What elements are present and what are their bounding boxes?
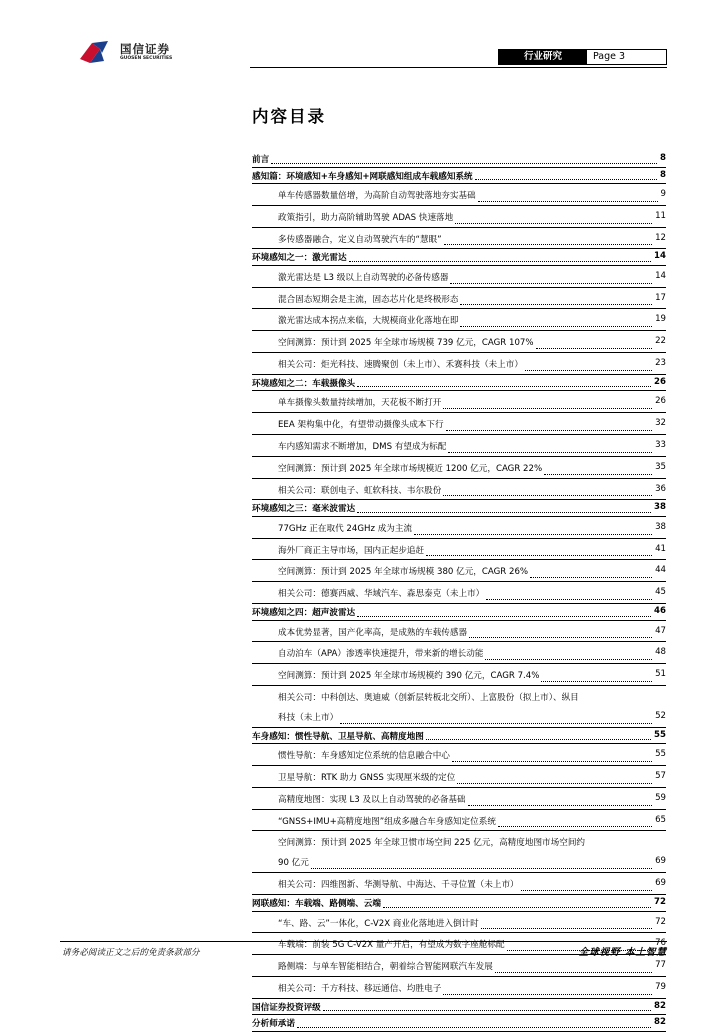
toc-entry-title: 单车摄像头数量持续增加，天花板不断打开 [278, 398, 442, 409]
toc-entry-title: 77GHz 正在取代 24GHz 成为主流 [278, 523, 413, 534]
toc-subsection-entry[interactable] [252, 810, 666, 832]
toc-entry-title: 感知篇：环境感知+车身感知+网联感知组成车载感知系统 [252, 171, 473, 182]
footer-divider [60, 941, 667, 942]
toc-leader-dots [544, 474, 652, 475]
toc-entry-page: 8 [660, 169, 666, 180]
toc-section-entry[interactable] [252, 1015, 666, 1032]
page-title: 内容目录 [252, 107, 326, 126]
header-page-number: Page 3 [593, 51, 626, 62]
toc-entry-page: 45 [655, 587, 666, 598]
toc-subsection-entry[interactable] [252, 686, 666, 706]
toc-leader-dots [455, 223, 652, 224]
toc-subsection-entry[interactable] [252, 642, 666, 664]
toc-leader-dots [541, 681, 652, 682]
table-of-contents [252, 151, 666, 1032]
toc-leader-dots [452, 761, 652, 762]
toc-entry-page: 69 [655, 878, 666, 889]
header-divider [250, 67, 667, 68]
toc-section-entry[interactable] [252, 999, 666, 1016]
toc-leader-dots [525, 370, 652, 371]
toc-section-entry[interactable] [252, 249, 666, 266]
toc-subsection-entry[interactable] [252, 413, 666, 435]
toc-subsection-entry[interactable] [252, 391, 666, 413]
toc-leader-dots [323, 1010, 651, 1011]
toc-leader-dots [485, 659, 652, 660]
toc-section-entry[interactable] [252, 375, 666, 392]
toc-leader-dots [450, 283, 652, 284]
toc-entry-title: 混合固态短期会是主流，固态芯片化是终极形态 [278, 294, 459, 305]
toc-leader-dots [486, 599, 652, 600]
toc-subsection-entry[interactable] [252, 331, 666, 353]
toc-entry-title: 网联感知：车载端、路侧端、云端 [252, 899, 381, 910]
toc-subsection-entry[interactable] [252, 851, 666, 873]
toc-leader-dots [443, 994, 652, 995]
toc-subsection-entry[interactable] [252, 621, 666, 643]
toc-entry-title: 自动泊车（APA）渗透率快速提升，带来新的增长动能 [278, 649, 484, 660]
toc-subsection-entry[interactable] [252, 435, 666, 457]
toc-entry-title: 政策指引，助力高阶辅助驾驶 ADAS 快速落地 [278, 212, 454, 223]
toc-entry-page: 36 [655, 483, 666, 494]
toc-entry-title: 环境感知之三：毫米波雷达 [252, 504, 356, 515]
toc-entry-page: 52 [655, 710, 666, 721]
toc-entry-title: EEA 架构集中化，有望带动摄像头成本下行 [278, 420, 444, 431]
toc-entry-page: 41 [655, 543, 666, 554]
toc-leader-dots [468, 805, 652, 806]
toc-subsection-entry[interactable] [252, 977, 666, 999]
toc-section-entry[interactable] [252, 168, 666, 185]
toc-leader-dots [475, 179, 657, 180]
toc-entry-page: 48 [655, 647, 666, 658]
toc-leader-dots [446, 430, 652, 431]
toc-entry-page: 82 [654, 1017, 666, 1028]
toc-leader-dots [297, 1027, 651, 1028]
toc-subsection-entry[interactable] [252, 788, 666, 810]
toc-section-entry[interactable] [252, 728, 666, 745]
toc-entry-page: 44 [655, 565, 666, 576]
toc-leader-dots [383, 907, 651, 908]
brand-name-cn: 国信证券 [120, 42, 170, 56]
toc-entry-title: 环境感知之二：车载摄像头 [252, 378, 356, 389]
toc-subsection-entry[interactable] [252, 539, 666, 561]
toc-entry-title: 相关公司：德赛西威、华域汽车、森思泰克（未上市） [278, 589, 485, 600]
toc-entry-title: 高精度地图：实现 L3 及以上自动驾驶的必备基础 [278, 794, 466, 805]
toc-subsection-entry[interactable] [252, 560, 666, 582]
toc-entry-page: 46 [654, 606, 666, 617]
toc-entry-page: 79 [655, 981, 666, 992]
toc-leader-dots [460, 326, 652, 327]
toc-entry-page: 38 [654, 502, 666, 513]
toc-leader-dots [443, 495, 652, 496]
toc-entry-page: 72 [654, 897, 666, 908]
toc-leader-dots [457, 783, 652, 784]
toc-section-entry[interactable] [252, 151, 666, 168]
toc-subsection-entry[interactable] [252, 479, 666, 501]
toc-entry-title: 空间测算：预计到 2025 年全球市场规模近 1200 亿元，CAGR 22% [278, 463, 543, 474]
toc-entry-page: 47 [655, 625, 666, 636]
toc-entry-title: 卫星导航：RTK 助力 GNSS 实现厘米级的定位 [278, 773, 456, 784]
header-category: 行业研究 [499, 50, 587, 64]
toc-entry-page: 35 [655, 461, 666, 472]
toc-subsection-entry[interactable] [252, 873, 666, 895]
toc-leader-dots [521, 890, 652, 891]
toc-leader-dots [357, 386, 651, 387]
toc-entry-page: 51 [655, 669, 666, 680]
toc-entry-title: 路侧端：与单车智能相结合，朝着综合智能网联汽车发展 [278, 962, 493, 973]
footer-disclaimer: 请务必阅读正文之后的免责条款部分 [62, 948, 200, 958]
toc-entry-page: 19 [655, 314, 666, 325]
toc-entry-title: 成本优势显著，国产化率高，是成熟的车载传感器 [278, 627, 468, 638]
logo-mark-icon [78, 39, 120, 65]
toc-leader-dots [357, 512, 651, 513]
toc-entry-page: 55 [654, 729, 666, 740]
toc-leader-dots [357, 616, 651, 617]
toc-subsection-entry[interactable] [252, 228, 666, 250]
toc-entry-page: 11 [655, 210, 666, 221]
toc-leader-dots [340, 723, 652, 724]
toc-entry-page: 76 [655, 938, 666, 949]
toc-entry-title: 90 亿元 [278, 858, 309, 869]
toc-entry-title: 空间测算：预计到 2025 年全球市场规模约 390 亿元，CAGR 7.4% [278, 671, 540, 682]
toc-entry-title: 前言 [252, 155, 270, 165]
toc-entry-title: 相关公司：炬光科技、速腾聚创（未上市）、禾赛科技（未上市） [278, 360, 523, 371]
toc-subsection-entry[interactable] [252, 766, 666, 788]
toc-leader-dots [311, 868, 652, 869]
toc-entry-title: 单车传感器数量倍增，为高阶自动驾驶落地夯实基础 [278, 191, 476, 201]
toc-entry-page: 17 [655, 292, 666, 303]
toc-entry-page: 26 [654, 376, 666, 387]
toc-entry-title: 国信证券投资评级 [252, 1002, 321, 1013]
toc-entry-title: 海外厂商正主导市场，国内正起步追赶 [278, 545, 425, 556]
toc-leader-dots [271, 163, 657, 164]
toc-subsection-entry[interactable] [252, 353, 666, 375]
toc-entry-title: “车、路、云”一体化，C-V2X 商业化落地进入倒计时 [278, 918, 479, 929]
toc-leader-dots [469, 637, 652, 638]
toc-subsection-entry[interactable] [252, 831, 666, 851]
toc-entry-title: “GNSS+IMU+高精度地图”组成多融合车身感知定位系统 [278, 816, 496, 827]
toc-entry-title: 相关公司：千方科技、移远通信、均胜电子 [278, 983, 442, 994]
toc-entry-title: 车内感知需求不断增加，DMS 有望成为标配 [278, 441, 447, 452]
toc-leader-dots [426, 739, 651, 740]
toc-section-entry[interactable] [252, 604, 666, 621]
toc-leader-dots [349, 261, 651, 262]
toc-leader-dots [530, 577, 652, 578]
toc-leader-dots [443, 408, 652, 409]
toc-entry-page: 26 [655, 396, 666, 407]
toc-subsection-entry[interactable] [252, 206, 666, 228]
toc-subsection-entry[interactable] [252, 288, 666, 310]
toc-section-entry[interactable] [252, 500, 666, 517]
toc-entry-page: 77 [655, 960, 666, 971]
toc-entry-page: 22 [655, 336, 666, 347]
toc-subsection-entry[interactable] [252, 309, 666, 331]
toc-entry-title: 激光雷达是 L3 级以上自动驾驶的必备传感器 [278, 272, 449, 283]
toc-subsection-entry[interactable] [252, 184, 666, 206]
toc-entry-page: 82 [654, 1000, 666, 1011]
toc-entry-page: 12 [655, 232, 666, 243]
toc-entry-title: 激光雷达成本拐点来临，大规模商业化落地在即 [278, 316, 459, 327]
toc-entry-title: 相关公司：联创电子、虹软科技、韦尔股份 [278, 485, 442, 496]
toc-entry-title: 车载端：前装 5G C-V2X 量产开启，有望成为数字座舱标配 [278, 940, 505, 951]
toc-leader-dots [536, 348, 652, 349]
toc-leader-dots [448, 452, 652, 453]
toc-subsection-entry[interactable] [252, 457, 666, 479]
toc-entry-title: 环境感知之四：超声波雷达 [252, 608, 356, 619]
toc-entry-page: 65 [655, 814, 666, 825]
toc-entry-page: 69 [655, 856, 666, 867]
toc-entry-page: 32 [655, 418, 666, 429]
toc-entry-title: 科技（未上市） [278, 712, 339, 723]
toc-entry-page: 23 [655, 358, 666, 369]
toc-entry-title: 环境感知之一：激光雷达 [252, 253, 347, 264]
toc-entry-page: 57 [655, 771, 666, 782]
toc-entry-title: 多传感器融合，定义自动驾驶汽车的“慧眼” [278, 234, 442, 245]
toc-entry-title: 车身感知：惯性导航、卫星导航、高精度地图 [252, 731, 424, 742]
brand-name-en: GUOSEN SECURITIES [120, 56, 173, 61]
toc-entry-title: 惯性导航：车身感知定位系统的信息融合中心 [278, 751, 450, 762]
toc-entry-page: 14 [655, 270, 666, 281]
toc-entry-title: 空间测算：预计到 2025 年全球市场规模 380 亿元，CAGR 26% [278, 567, 529, 578]
page-header [498, 49, 667, 65]
toc-subsection-entry[interactable] [252, 582, 666, 604]
toc-leader-dots [426, 555, 652, 556]
toc-leader-dots [498, 826, 652, 827]
toc-leader-dots [444, 244, 652, 245]
toc-entry-page: 55 [655, 749, 666, 760]
toc-leader-dots [481, 928, 652, 929]
toc-leader-dots [460, 304, 652, 305]
toc-leader-dots [495, 972, 652, 973]
toc-subsection-entry[interactable] [252, 912, 666, 934]
toc-entry-title: 相关公司：中科创达、奥迪威（创新层转板北交所）、上富股份（拟上市）、纵目 [278, 692, 579, 703]
toc-entry-page: 8 [660, 153, 666, 163]
toc-entry-title: 分析师承诺 [252, 1019, 295, 1030]
toc-subsection-entry[interactable] [252, 955, 666, 977]
toc-entry-page: 9 [660, 189, 666, 199]
toc-subsection-entry[interactable] [252, 744, 666, 766]
toc-subsection-entry[interactable] [252, 266, 666, 288]
footer-slogan: 全球视野 本土智慧 [578, 947, 667, 958]
toc-leader-dots [478, 201, 658, 202]
toc-subsection-entry[interactable] [252, 664, 666, 686]
toc-entry-title: 相关公司：四维图新、华测导航、中海达、千寻位置（未上市） [278, 880, 519, 891]
toc-subsection-entry[interactable] [252, 517, 666, 539]
toc-section-entry[interactable] [252, 895, 666, 912]
toc-entry-page: 59 [655, 792, 666, 803]
toc-entry-page: 72 [655, 916, 666, 927]
toc-entry-title: 空间测算：预计到 2025 年全球卫惯市场空间 225 亿元，高精度地图市场空间约 [278, 838, 586, 849]
toc-entry-page: 14 [654, 251, 666, 262]
toc-entry-page: 33 [655, 439, 666, 450]
toc-entry-page: 38 [655, 521, 666, 532]
brand-logo [78, 37, 188, 69]
toc-leader-dots [414, 534, 652, 535]
toc-entry-title: 空间测算：预计到 2025 年全球市场规模 739 亿元，CAGR 107% [278, 338, 534, 349]
toc-subsection-entry[interactable] [252, 706, 666, 728]
